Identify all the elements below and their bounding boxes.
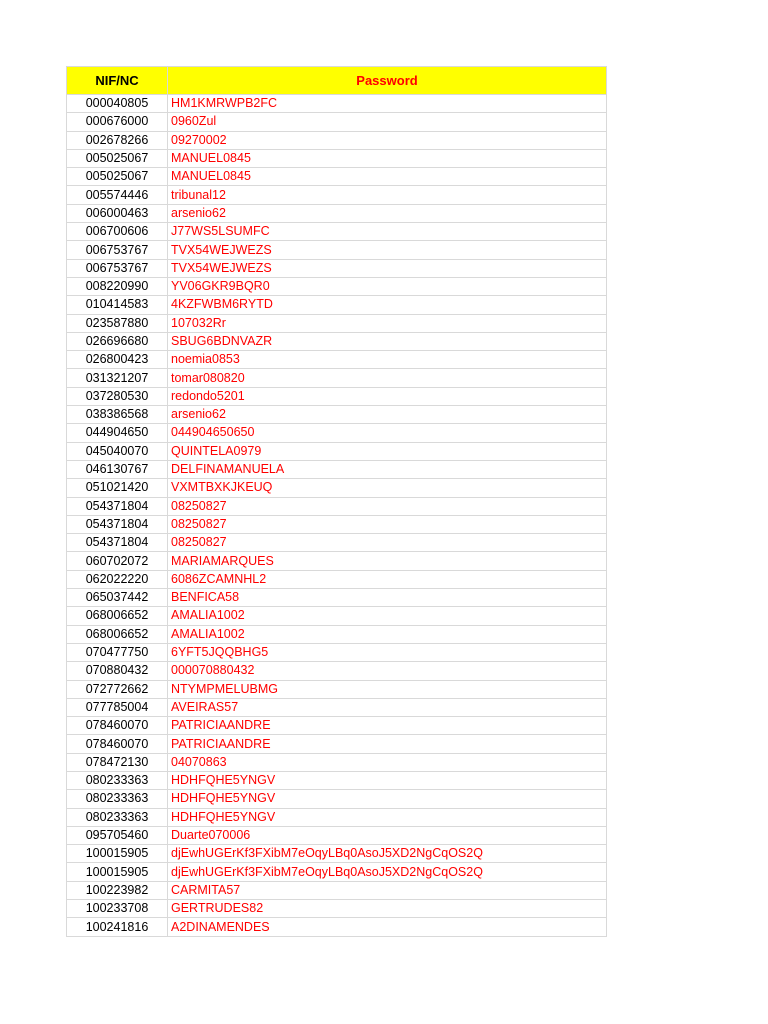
nif-cell[interactable]: 068006652 [67,607,168,625]
nif-cell[interactable]: 100015905 [67,845,168,863]
nif-cell[interactable]: 002678266 [67,131,168,149]
nif-cell[interactable]: 005574446 [67,186,168,204]
table-row [67,424,607,442]
table-row [67,717,607,735]
nif-cell[interactable]: 006753767 [67,259,168,277]
nif-cell[interactable]: 000676000 [67,113,168,131]
password-cell[interactable]: 107032Rr [168,314,607,332]
nif-cell[interactable]: 045040070 [67,442,168,460]
password-cell[interactable]: 4KZFWBM6RYTD [168,296,607,314]
password-cell[interactable]: TVX54WEJWEZS [168,241,607,259]
spreadsheet [66,66,606,937]
nif-cell[interactable]: 000040805 [67,95,168,113]
password-cell[interactable]: tribunal12 [168,186,607,204]
password-cell[interactable]: djEwhUGErKf3FXibM7eOqyLBq0AsoJ5XD2NgCqOS2Q [168,845,607,863]
password-column-header[interactable]: Password [168,67,607,95]
password-cell[interactable]: 6YFT5JQQBHG5 [168,643,607,661]
password-cell[interactable]: GERTRUDES82 [168,900,607,918]
credentials-table [66,66,607,937]
nif-cell[interactable]: 006753767 [67,241,168,259]
table-row [67,607,607,625]
table-row [67,497,607,515]
nif-cell[interactable]: 038386568 [67,406,168,424]
nif-cell[interactable]: 100233708 [67,900,168,918]
nif-cell[interactable]: 031321207 [67,369,168,387]
table-row [67,369,607,387]
table-row [67,881,607,899]
table-row [67,296,607,314]
password-cell[interactable]: CARMITA57 [168,881,607,899]
password-cell[interactable]: PATRICIAANDRE [168,735,607,753]
nif-column-header[interactable]: NIF/NC [67,67,168,95]
table-row [67,241,607,259]
password-cell[interactable]: YV06GKR9BQR0 [168,277,607,295]
table-row [67,534,607,552]
nif-cell[interactable]: 070477750 [67,643,168,661]
nif-cell[interactable]: 037280530 [67,387,168,405]
nif-cell[interactable]: 005025067 [67,149,168,167]
password-cell[interactable]: QUINTELA0979 [168,442,607,460]
table-row [67,168,607,186]
password-cell[interactable]: tomar080820 [168,369,607,387]
table-row [67,186,607,204]
table-row [67,479,607,497]
password-cell[interactable]: 044904650650 [168,424,607,442]
nif-cell[interactable]: 054371804 [67,497,168,515]
nif-cell[interactable]: 054371804 [67,515,168,533]
table-row [67,735,607,753]
nif-cell[interactable]: 054371804 [67,534,168,552]
table-row [67,643,607,661]
table-row [67,223,607,241]
table-row [67,351,607,369]
nif-cell[interactable]: 051021420 [67,479,168,497]
password-cell[interactable]: 000070880432 [168,662,607,680]
table-row [67,131,607,149]
password-cell[interactable]: MARIAMARQUES [168,552,607,570]
table-row [67,625,607,643]
password-cell[interactable]: Duarte070006 [168,826,607,844]
password-cell[interactable]: NTYMPMELUBMG [168,680,607,698]
table-row [67,863,607,881]
nif-cell[interactable]: 100015905 [67,863,168,881]
password-cell[interactable]: 08250827 [168,534,607,552]
table-row [67,808,607,826]
nif-cell[interactable]: 068006652 [67,625,168,643]
password-cell[interactable]: arsenio62 [168,204,607,222]
table-row [67,826,607,844]
nif-cell[interactable]: 077785004 [67,698,168,716]
table-row [67,698,607,716]
password-cell[interactable]: HDHFQHE5YNGV [168,771,607,789]
password-cell[interactable]: 09270002 [168,131,607,149]
table-row [67,113,607,131]
table-row [67,515,607,533]
password-cell[interactable]: BENFICA58 [168,589,607,607]
password-cell[interactable]: redondo5201 [168,387,607,405]
password-cell[interactable]: 0960Zul [168,113,607,131]
table-row [67,332,607,350]
nif-cell[interactable]: 080233363 [67,771,168,789]
nif-cell[interactable]: 072772662 [67,680,168,698]
nif-cell[interactable]: 062022220 [67,570,168,588]
table-row [67,442,607,460]
password-cell[interactable]: 08250827 [168,497,607,515]
password-cell[interactable]: 6086ZCAMNHL2 [168,570,607,588]
nif-cell[interactable]: 008220990 [67,277,168,295]
password-cell[interactable]: 04070863 [168,753,607,771]
nif-cell[interactable]: 100241816 [67,918,168,936]
table-row [67,918,607,936]
table-row [67,552,607,570]
table-row [67,662,607,680]
password-cell[interactable]: noemia0853 [168,351,607,369]
table-row [67,95,607,113]
password-cell[interactable]: MANUEL0845 [168,168,607,186]
table-row [67,259,607,277]
nif-cell[interactable]: 078460070 [67,735,168,753]
password-cell[interactable]: PATRICIAANDRE [168,717,607,735]
table-row [67,845,607,863]
password-cell[interactable]: A2DINAMENDES [168,918,607,936]
nif-cell[interactable]: 080233363 [67,790,168,808]
table-row [67,771,607,789]
password-cell[interactable]: VXMTBXKJKEUQ [168,479,607,497]
nif-cell[interactable]: 078460070 [67,717,168,735]
table-row [67,680,607,698]
nif-cell[interactable]: 026696680 [67,332,168,350]
nif-cell[interactable]: 065037442 [67,589,168,607]
nif-cell[interactable]: 100223982 [67,881,168,899]
nif-cell[interactable]: 010414583 [67,296,168,314]
nif-cell[interactable]: 006700606 [67,223,168,241]
password-cell[interactable]: arsenio62 [168,406,607,424]
header-row [67,67,607,95]
table-row [67,790,607,808]
nif-cell[interactable]: 006000463 [67,204,168,222]
table-row [67,460,607,478]
password-cell[interactable]: TVX54WEJWEZS [168,259,607,277]
nif-cell[interactable]: 023587880 [67,314,168,332]
nif-cell[interactable]: 060702072 [67,552,168,570]
password-cell[interactable]: DELFINAMANUELA [168,460,607,478]
table-row [67,204,607,222]
table-row [67,900,607,918]
nif-cell[interactable]: 044904650 [67,424,168,442]
nif-cell[interactable]: 080233363 [67,808,168,826]
password-cell[interactable]: SBUG6BDNVAZR [168,332,607,350]
nif-cell[interactable]: 026800423 [67,351,168,369]
table-row [67,314,607,332]
password-cell[interactable]: AMALIA1002 [168,607,607,625]
password-cell[interactable]: HM1KMRWPB2FC [168,95,607,113]
table-row [67,387,607,405]
password-cell[interactable]: MANUEL0845 [168,149,607,167]
nif-cell[interactable]: 046130767 [67,460,168,478]
password-cell[interactable]: AMALIA1002 [168,625,607,643]
table-row [67,570,607,588]
table-row [67,753,607,771]
password-cell[interactable]: HDHFQHE5YNGV [168,808,607,826]
password-cell[interactable]: J77WS5LSUMFC [168,223,607,241]
table-row [67,277,607,295]
table-row [67,406,607,424]
nif-cell[interactable]: 095705460 [67,826,168,844]
password-cell[interactable]: djEwhUGErKf3FXibM7eOqyLBq0AsoJ5XD2NgCqOS2Q [168,863,607,881]
nif-cell[interactable]: 070880432 [67,662,168,680]
table-body [67,95,607,937]
password-cell[interactable]: HDHFQHE5YNGV [168,790,607,808]
nif-cell[interactable]: 078472130 [67,753,168,771]
table-row [67,589,607,607]
table-row [67,149,607,167]
password-cell[interactable]: 08250827 [168,515,607,533]
password-cell[interactable]: AVEIRAS57 [168,698,607,716]
nif-cell[interactable]: 005025067 [67,168,168,186]
